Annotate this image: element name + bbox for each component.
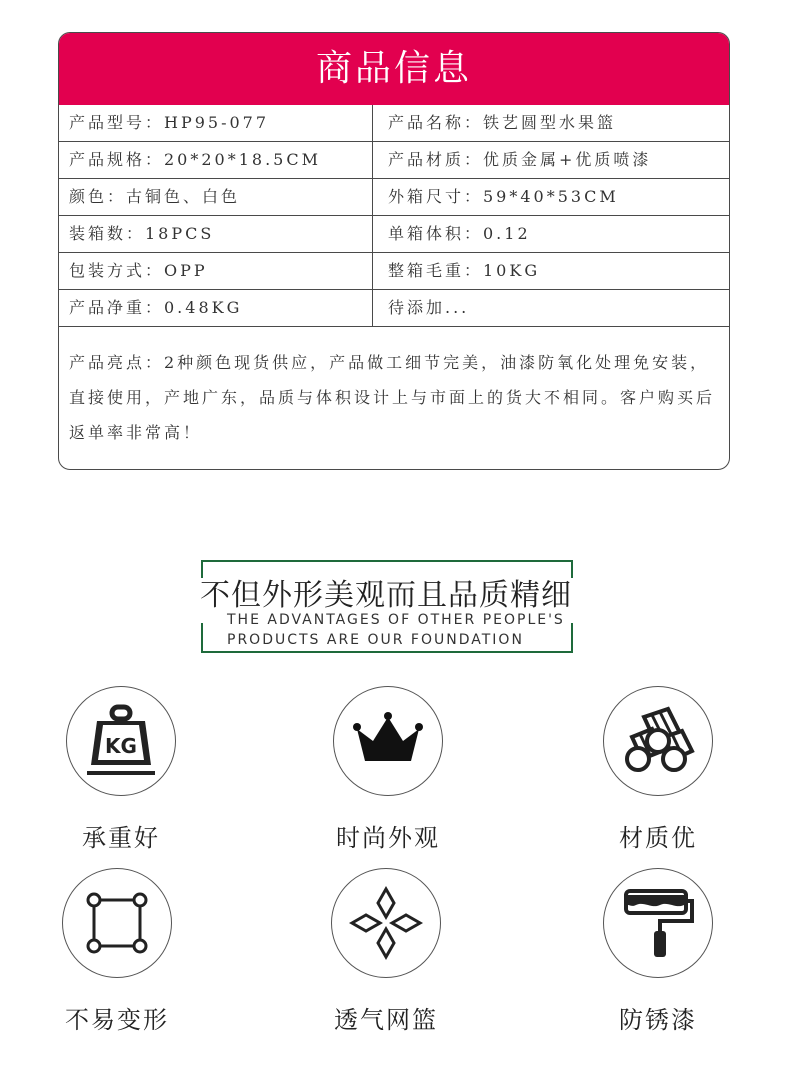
info-cell: 装箱数：18PCS <box>59 216 373 252</box>
info-row <box>59 216 729 253</box>
feature-label: 材质优 <box>619 824 697 852</box>
feature-circle <box>331 868 441 978</box>
info-cell: 包装方式：OPP <box>59 253 373 289</box>
subtitle-line-1: THE ADVANTAGES OF OTHER PEOPLE'S <box>227 612 565 628</box>
feature-material <box>578 686 738 853</box>
feature-circle <box>66 686 176 796</box>
info-cell: 产品名称：铁艺圆型水果篮 <box>388 113 617 132</box>
info-row <box>59 253 729 290</box>
svg-text:KG: KG <box>105 734 137 758</box>
info-cell: 产品净重：0.48KG <box>59 290 373 326</box>
info-cell: 外箱尺寸：59*40*53CM <box>388 187 619 206</box>
feature-circle <box>333 686 443 796</box>
diamonds-icon <box>346 883 426 963</box>
feature-label: 透气网篮 <box>334 1006 438 1034</box>
feature-breathable <box>306 868 466 1035</box>
feature-circle <box>603 686 713 796</box>
product-info-card <box>58 32 730 470</box>
weight-kg-icon <box>81 701 161 781</box>
feature-load-bearing <box>41 686 201 853</box>
info-cell: 单箱体积：0.12 <box>388 224 531 243</box>
paint-roller-icon <box>618 883 698 963</box>
info-cell: 产品型号：HP95-077 <box>59 105 373 141</box>
section-title: 不但外形美观而且品质精细 <box>181 570 591 614</box>
section-subtitle <box>227 610 565 650</box>
section-heading <box>201 560 571 653</box>
feature-label: 防锈漆 <box>619 1006 697 1034</box>
info-row <box>59 142 729 179</box>
info-cell: 产品材质：优质金属+优质喷漆 <box>388 150 652 169</box>
info-row <box>59 179 729 216</box>
feature-label: 时尚外观 <box>336 824 440 852</box>
feature-circle <box>62 868 172 978</box>
product-highlight-text: 产品亮点：2种颜色现货供应，产品做工细节完美，油漆防氧化处理免安装，直接使用，产地广东，品质与体积设计上与市面上的货大不相同。客户购买后返单率非常高！ <box>69 353 716 442</box>
crown-icon <box>353 711 423 771</box>
info-cell: 颜色：古铜色、白色 <box>59 179 373 215</box>
feature-no-deform <box>37 868 197 1035</box>
feature-label: 不易变形 <box>65 1006 169 1034</box>
info-row <box>59 105 729 142</box>
feature-rustproof <box>578 868 738 1035</box>
feature-fashion <box>308 686 468 853</box>
info-cell: 整箱毛重：10KG <box>388 261 541 280</box>
card-title: 商品信息 <box>59 33 729 105</box>
subtitle-line-2: PRODUCTS ARE OUR FOUNDATION <box>227 632 524 648</box>
info-cell: 产品规格：20*20*18.5CM <box>59 142 373 178</box>
feature-label: 承重好 <box>82 824 160 852</box>
feature-circle <box>603 868 713 978</box>
pipes-icon <box>618 701 698 781</box>
square-frame-icon <box>82 888 152 958</box>
info-row <box>59 290 729 327</box>
info-cell: 待添加... <box>388 298 470 317</box>
